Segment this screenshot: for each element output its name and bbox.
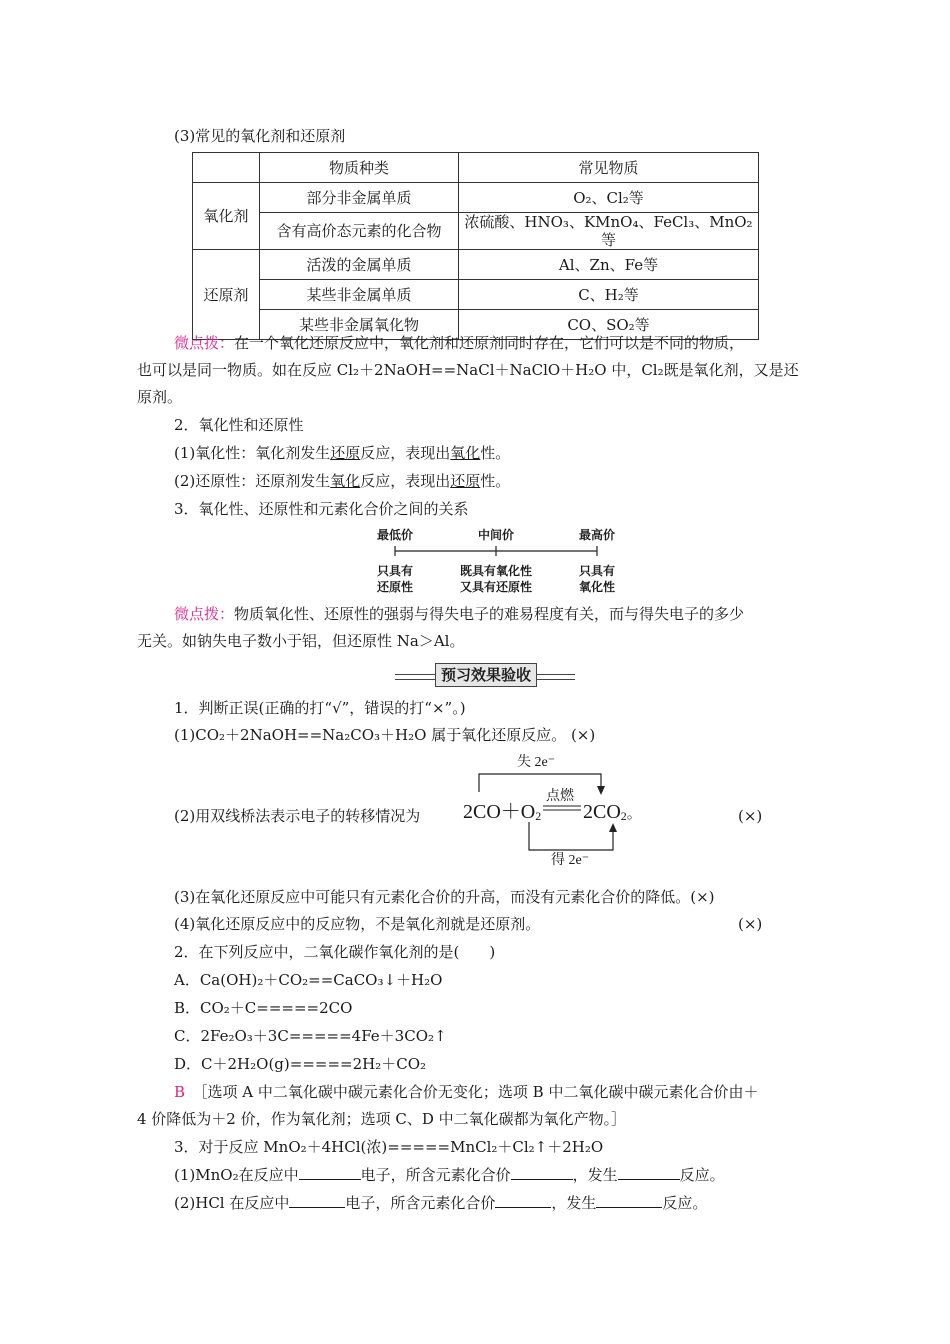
text: 反应，表现出 [360, 444, 451, 462]
table-cell-kind: 部分非金属单质 [260, 183, 459, 213]
answer-underlined: 还原 [450, 472, 481, 490]
q2-explanation-line-2: 4 价降低为＋2 价，作为氧化剂；选项 C、D 中二氧化碳都为氧化产物。］ [137, 1110, 627, 1128]
oxidizing-property-line [174, 442, 510, 464]
section-3-title: (3)常见的氧化剂和还原剂 [174, 127, 346, 145]
q1-statement-1: (1)CO₂＋2NaOH==Na₂CO₃＋H₂O 属于氧化还原反应。 (×) [174, 726, 596, 744]
table-row [193, 213, 759, 250]
q3-line-1 [174, 1164, 725, 1186]
q3-title: 3．对于反应 MnO₂＋4HCl(浓)=====MnCl₂＋Cl₂↑＋2H₂O [174, 1138, 604, 1156]
text: 电子，所含元素化合价 [360, 1166, 511, 1184]
table-header-examples: 常见物质 [459, 153, 759, 183]
valence-scale-diagram [370, 527, 620, 599]
tip-2-line-1 [174, 603, 744, 625]
highest-valence-label: 最高价 [578, 528, 615, 542]
answer-blank[interactable] [289, 1193, 345, 1208]
tip-label: 微点拨： [174, 334, 235, 352]
section-banner [395, 663, 575, 687]
text: ，发生 [572, 1166, 618, 1184]
text: 反应。 [662, 1194, 708, 1212]
middle-valence-desc-2: 又具有还原性 [459, 580, 532, 594]
equation-end: 。 [626, 806, 642, 822]
equation-product: 2CO [583, 801, 621, 823]
double-bridge-equation [455, 752, 655, 872]
highest-valence-desc-1: 只具有 [578, 564, 615, 578]
middle-valence-label: 中间价 [477, 528, 514, 542]
section-2-title: 2．氧化性和还原性 [174, 416, 304, 434]
reductant-group-label: 还原剂 [193, 250, 260, 340]
table-cell-kind: 某些非金属氧化物 [260, 310, 459, 340]
reaction-condition: 点燃 [546, 789, 574, 804]
q2-option-c: C．2Fe₂O₃＋3C=====4Fe＋3CO₂↑ [174, 1027, 447, 1045]
tip-1-line-1 [174, 332, 744, 354]
gain-electrons-label: 得 2e⁻ [551, 853, 590, 868]
answer-underlined: 还原 [330, 444, 361, 462]
q2-title: 2．在下列反应中，二氧化碳作氧化剂的是( ) [174, 943, 496, 961]
text: (2)HCl 在反应中 [174, 1194, 290, 1212]
answer-blank[interactable] [511, 1165, 573, 1180]
q2-option-d: D．C＋2H₂O(g)=====2H₂＋CO₂ [174, 1055, 427, 1073]
table-header-row [193, 153, 759, 183]
answer-blank[interactable] [596, 1193, 662, 1208]
tip-1-line-2: 也可以是同一物质。如在反应 Cl₂＋2NaOH==NaCl＋NaClO＋H₂O 中，Cl₂既是氧化剂，又是还 [137, 361, 799, 379]
table-row [193, 250, 759, 280]
table-cell-kind: 活泼的金属单质 [260, 250, 459, 280]
q1-statement-3: (3)在氧化还原反应中可能只有元素化合价的升高，而没有元素化合价的降低。(×) [174, 888, 715, 906]
oxidant-group-label: 氧化剂 [193, 183, 260, 250]
tip-2-text: 物质氧化性、还原性的强弱与得失电子的难易程度有关，而与得失电子的多少 [234, 605, 745, 623]
q2-explanation-text: ［选项 A 中二氧化碳中碳元素化合价无变化；选项 B 中二氧化碳中碳元素化合价由＋ [192, 1083, 759, 1101]
oxidant-reductant-table [192, 152, 759, 340]
table-cell-kind: 某些非金属单质 [260, 280, 459, 310]
text: 性。 [480, 472, 511, 490]
reducing-property-line [174, 470, 510, 492]
table-row [193, 183, 759, 213]
q1-statement-4-mark: (×) [738, 915, 763, 933]
answer-underlined: 氧化 [450, 444, 481, 462]
text: (1)氧化性：氧化剂发生 [174, 444, 331, 462]
banner-rule-right [537, 674, 575, 680]
equation-left: $2CO+O_2$ [463, 801, 542, 823]
lowest-valence-label: 最低价 [376, 528, 413, 542]
table-cell-kind: 含有高价态元素的化合物 [260, 213, 459, 250]
q1-statement-2-mark: (×) [738, 807, 763, 825]
text: ，发生 [551, 1194, 597, 1212]
table-cell-examples: O₂、Cl₂等 [459, 183, 759, 213]
tip-2-line-2: 无关。如钠失电子数小于铝，但还原性 Na＞Al。 [137, 632, 465, 650]
q2-option-b: B．CO₂＋C=====2CO [174, 999, 353, 1017]
q2-option-a: A．Ca(OH)₂＋CO₂==CaCO₃↓＋H₂O [174, 971, 443, 989]
answer-underlined: 氧化 [330, 472, 361, 490]
table-cell-examples: Al、Zn、Fe等 [459, 250, 759, 280]
q2-answer: B [174, 1083, 186, 1101]
table-cell-examples: 浓硫酸、HNO₃、KMnO₄、FeCl₃、MnO₂等 [459, 213, 759, 250]
text: (2)还原性：还原剂发生 [174, 472, 331, 490]
banner-title: 预习效果验收 [435, 663, 537, 687]
equation-right: $2CO_2$。 [583, 801, 642, 823]
equation-reactants: 2CO＋O [463, 801, 536, 823]
text: 电子，所含元素化合价 [345, 1194, 496, 1212]
table-row [193, 280, 759, 310]
text: 性。 [480, 444, 511, 462]
q1-statement-4: (4)氧化还原反应中的反应物，不是氧化剂就是还原剂。 [174, 915, 541, 933]
answer-blank[interactable] [495, 1193, 551, 1208]
tip-1-line-3: 原剂。 [137, 388, 183, 406]
table-cell-examples: CO、SO₂等 [459, 310, 759, 340]
answer-blank[interactable] [618, 1165, 680, 1180]
q1-statement-2: (2)用双线桥法表示电子的转移情况为 [174, 807, 421, 825]
middle-valence-desc-1: 既具有氧化性 [459, 564, 532, 578]
text: 反应，表现出 [360, 472, 451, 490]
section-3b-title: 3．氧化性、还原性和元素化合价之间的关系 [174, 500, 469, 518]
q1-title: 1．判断正误(正确的打“√”，错误的打“×”。) [174, 699, 466, 717]
lose-electrons-label: 失 2e⁻ [517, 755, 556, 770]
table-corner-cell [193, 153, 260, 183]
highest-valence-desc-2: 氧化性 [578, 580, 615, 594]
text: 反应。 [679, 1166, 725, 1184]
banner-rule-left [395, 674, 435, 680]
lowest-valence-desc-2: 还原性 [376, 580, 413, 594]
text: (1)MnO₂在反应中 [174, 1166, 299, 1184]
q3-line-2 [174, 1192, 707, 1214]
q2-explanation-line-1 [174, 1081, 758, 1103]
answer-blank[interactable] [299, 1165, 361, 1180]
tip-label: 微点拨： [174, 605, 235, 623]
table-header-kind: 物质种类 [260, 153, 459, 183]
lowest-valence-desc-1: 只具有 [376, 564, 413, 578]
table-cell-examples: C、H₂等 [459, 280, 759, 310]
tip-1-text: 在一个氧化还原反应中，氧化剂和还原剂同时存在，它们可以是不同的物质， [234, 334, 745, 352]
